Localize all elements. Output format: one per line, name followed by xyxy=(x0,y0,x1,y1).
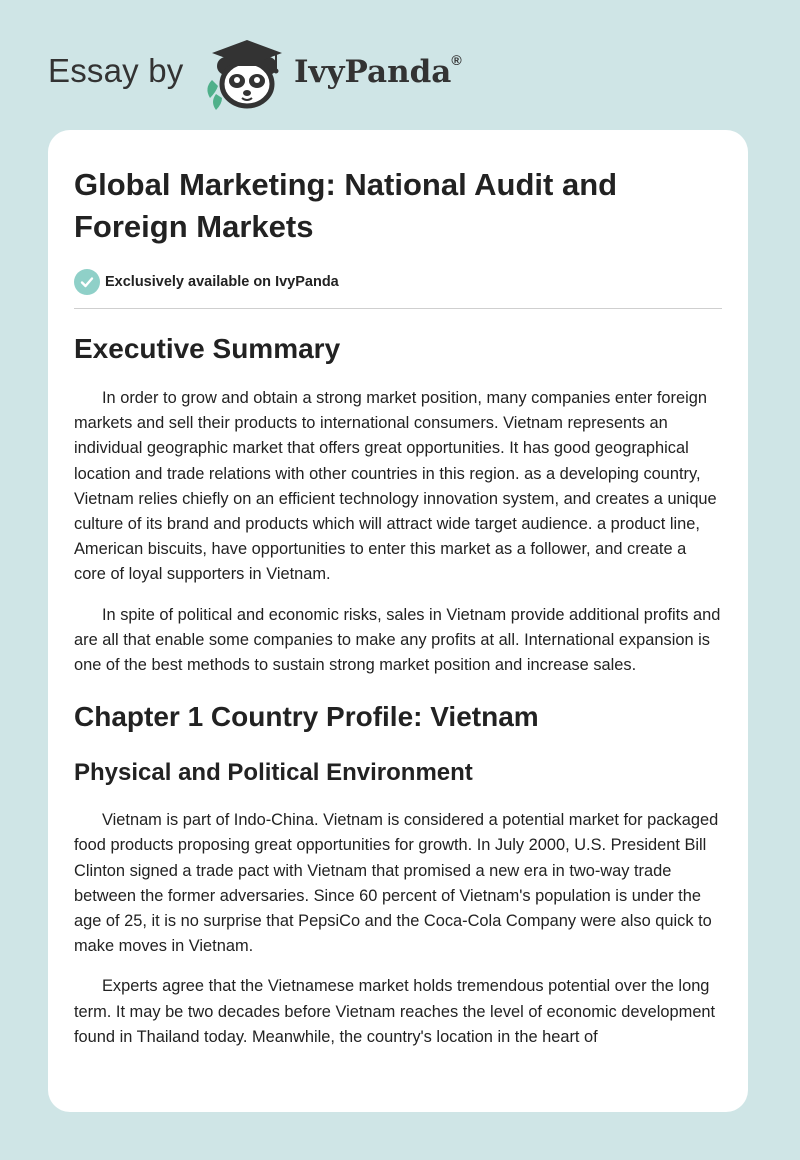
site-header xyxy=(48,36,568,112)
section-heading-executive-summary: Executive Summary xyxy=(74,333,341,364)
subheading-physical-political: Physical and Political Environment xyxy=(74,759,473,787)
exclusive-badge xyxy=(74,268,722,296)
check-circle-icon xyxy=(74,269,100,295)
section-heading-chapter-1: Chapter 1 Country Profile: Vietnam xyxy=(74,701,539,733)
brand-name[interactable]: IvyPanda® xyxy=(294,52,462,90)
paragraph: Experts agree that the Vietnamese market holds tremendous potential over the long term. It may be two decades before Vietnam reaches the level of economic development found in Thailand today. Meanwhile, the country's location in the heart of xyxy=(74,977,716,1046)
article-card xyxy=(48,130,748,1112)
exclusive-label: Exclusively available on IvyPanda xyxy=(105,274,339,290)
ivypanda-logo[interactable] xyxy=(202,36,292,112)
paragraph: Vietnam is part of Indo-China. Vietnam is considered a potential market for packaged food products proposing great opportunities for growth. In July 2000, U.S. President Bill Clinton signed a trade pact with Vietnam that promised a new era in two-way trade between the former adversaries. Since 60 percent of Vietnam's population is under the age of 25, it is no surprise that PepsiCo and the Coca-Cola Company were also quick to make moves in Vietnam. xyxy=(74,811,719,956)
panda-logo-icon xyxy=(202,36,292,112)
article-title: Global Marketing: National Audit and Foreign Markets xyxy=(74,167,618,244)
article-content xyxy=(74,164,722,1050)
paragraph: In spite of political and economic risks, sales in Vietnam provide additional profits and are all that enable some companies to make any profits at all. International expansion is one of the best methods to sustain strong market position and increase sales. xyxy=(74,605,721,675)
essay-by-label: Essay by xyxy=(48,52,184,89)
title-divider xyxy=(74,308,722,309)
paragraph: In order to grow and obtain a strong market position, many companies enter foreign markets and sell their products to international consumers. Vietnam represents an individual geographic market that offers great opportunities. It has good geographical location and trade relations with other countries in this region. as a developing country, Vietnam relies chiefly on an efficient technology innovation system, and creates a unique culture of its brand and products which will attract wide target audience. a product line, American biscuits, have opportunities to enter this market as a follower, and create a core of loyal supporters in Vietnam. xyxy=(74,389,717,584)
